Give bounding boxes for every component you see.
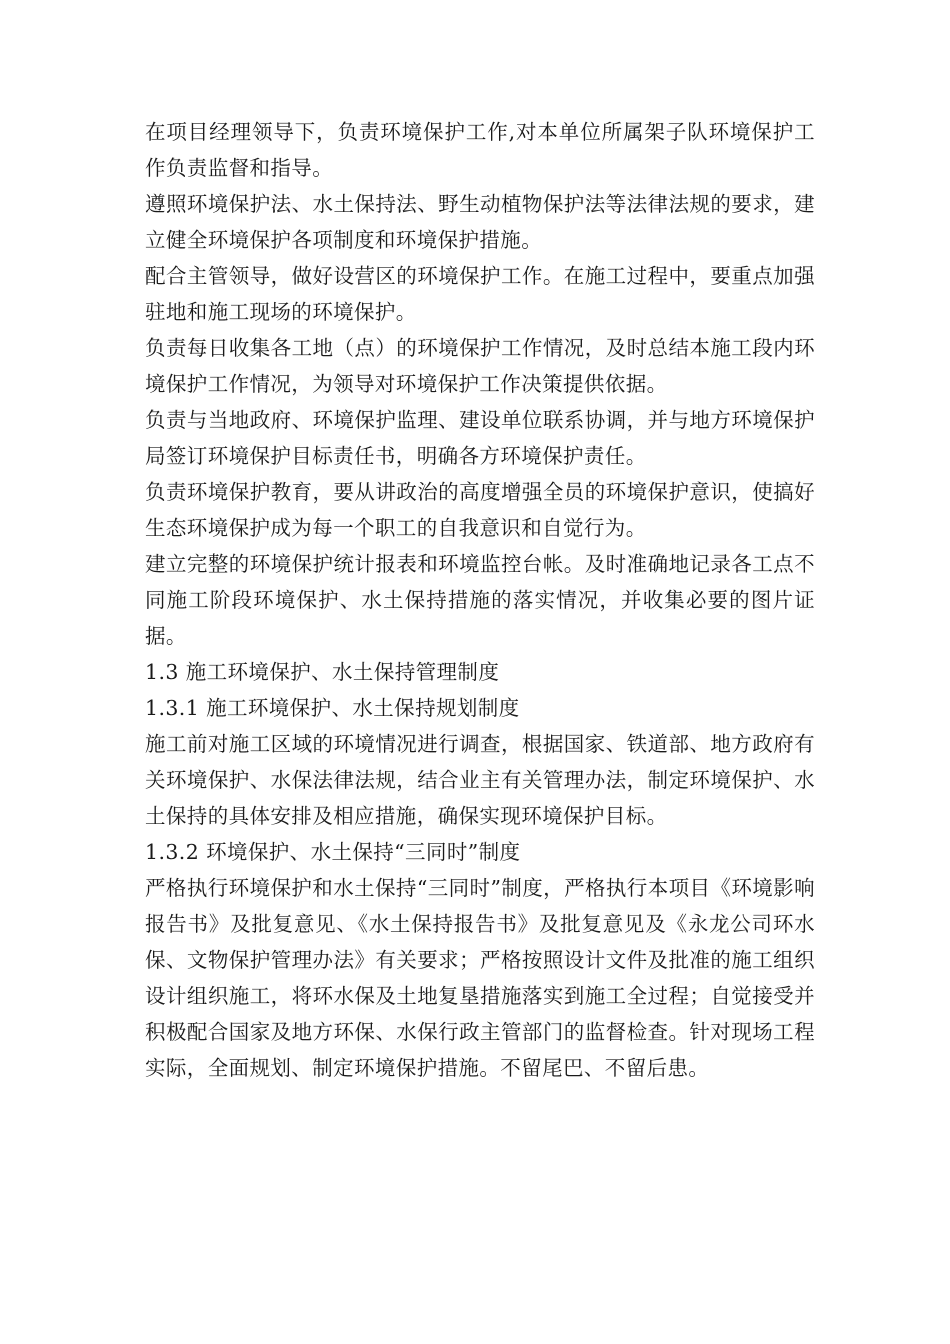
paragraph-planning: 施工前对施工区域的环境情况进行调查，根据国家、铁道部、地方政府有关环境保护、水保法律法规，结合业主有关管理办法，制定环境保护、水土保持的具体安排及相应措施，确保实现环境保护目标。 bbox=[145, 732, 815, 828]
paragraph-education: 负责环境保护教育，要从讲政治的高度增强全员的环境保护意识，使搞好生态环境保护成为每一个职工的自我意识和自觉行为。 bbox=[145, 480, 815, 540]
paragraph-daily-collection: 负责每日收集各工地（点）的环境保护工作情况，及时总结本施工段内环境保护工作情况，为领导对环境保护工作决策提供依据。 bbox=[145, 336, 815, 396]
paragraph-camp-area: 配合主管领导，做好设营区的环境保护工作。在施工过程中，要重点加强驻地和施工现场的环境保护。 bbox=[145, 264, 815, 324]
paragraph-coordination: 负责与当地政府、环境保护监理、建设单位联系协调，并与地方环境保护局签订环境保护目标责任书，明确各方环境保护责任。 bbox=[145, 408, 815, 468]
document-body bbox=[145, 114, 815, 1086]
section-heading-1-3-1: 1.3.1 施工环境保护、水土保持规划制度 bbox=[145, 696, 520, 720]
paragraph-laws: 遵照环境保护法、水土保持法、野生动植物保护法等法律法规的要求，建立健全环境保护各项制度和环境保护措施。 bbox=[145, 192, 815, 252]
paragraph-three-simultaneous: 严格执行环境保护和水土保持“三同时”制度，严格执行本项目《环境影响报告书》及批复意见、《水土保持报告书》及批复意见及《永龙公司环水保、文物保护管理办法》有关要求；严格按照设计文件及批准的施工组织设计组织施工，将环水保及土地复垦措施落实到施工全过程；自觉接受并积极配合国家及地方环保、水保行政主管部门的监督检查。针对现场工程实际，全面规划、制定环境保护措施。不留尾巴、不留后患。 bbox=[145, 876, 815, 1080]
section-heading-1-3-2: 1.3.2 环境保护、水土保持“三同时”制度 bbox=[145, 840, 521, 864]
section-heading-1-3: 1.3 施工环境保护、水土保持管理制度 bbox=[145, 660, 500, 684]
paragraph-statistics: 建立完整的环境保护统计报表和环境监控台帐。及时准确地记录各工点不同施工阶段环境保护、水土保持措施的落实情况，并收集必要的图片证据。 bbox=[145, 552, 815, 648]
paragraph-supervision: 在项目经理领导下，负责环境保护工作,对本单位所属架子队环境保护工作负责监督和指导。 bbox=[145, 120, 815, 180]
